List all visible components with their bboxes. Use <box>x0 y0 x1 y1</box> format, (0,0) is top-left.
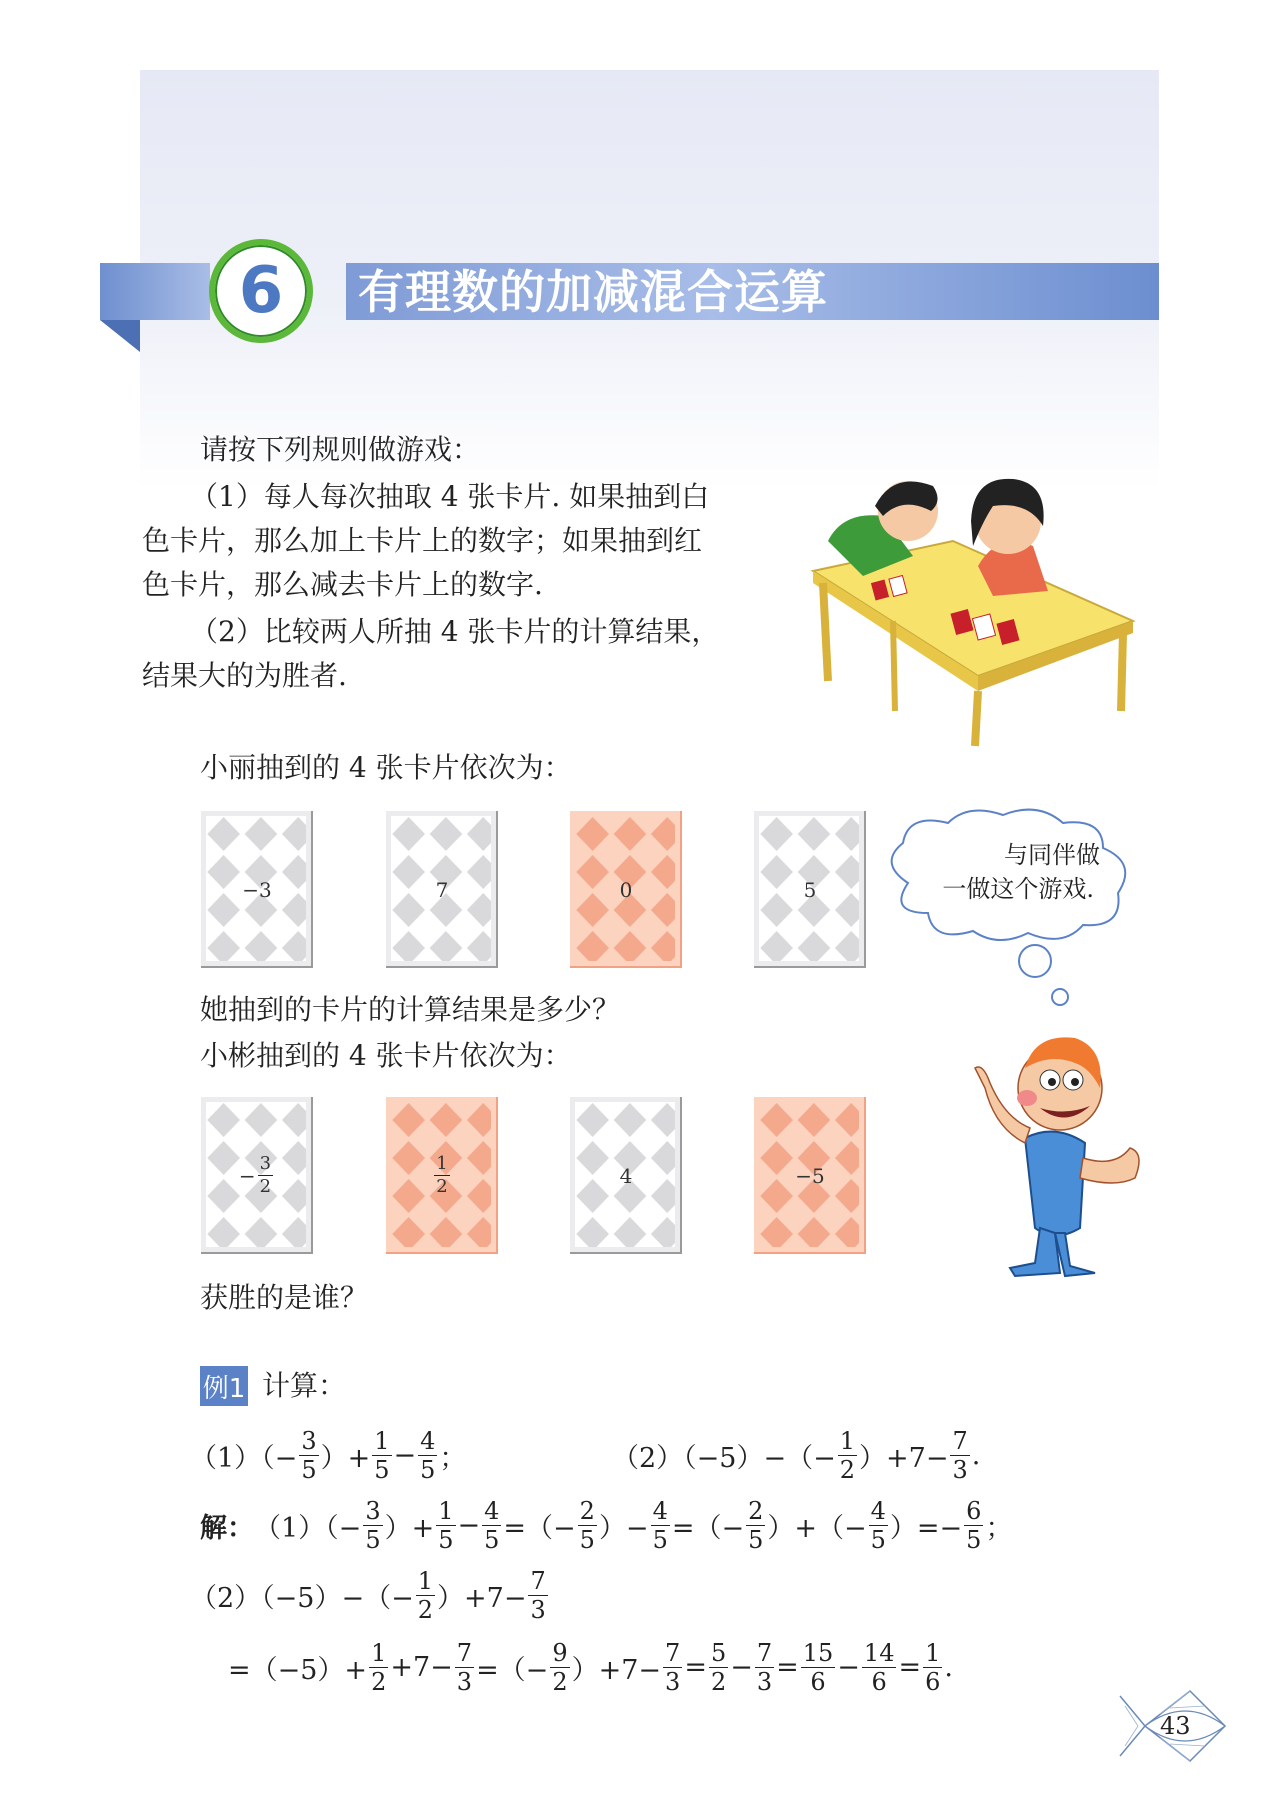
example-prompt: 计算： <box>262 1369 347 1402</box>
numerator: 1 <box>417 1566 434 1595</box>
intro-line-5: （2）比较两人所抽 4 张卡片的计算结果， <box>190 615 720 648</box>
denominator: 2 <box>371 1667 387 1696</box>
fraction <box>418 1426 437 1484</box>
numerator: 7 <box>456 1638 473 1667</box>
fraction <box>964 1496 983 1554</box>
numerator: 1 <box>371 1638 387 1667</box>
thought-cloud <box>878 803 1138 1018</box>
intro-line-6: 结果大的为胜者. <box>142 659 347 692</box>
xiaoli-question: 她抽到的卡片的计算结果是多少？ <box>200 993 621 1026</box>
math-text: − <box>393 1439 417 1471</box>
math-text: （2）（−5）−（− <box>190 1582 414 1614</box>
math-text: ）+（− <box>767 1512 867 1544</box>
math-text: ）+ <box>320 1442 371 1474</box>
cloud-text-line-2: 一做这个游戏. <box>942 875 1094 903</box>
numerator: 7 <box>665 1638 681 1667</box>
denominator: 5 <box>438 1525 454 1554</box>
math-text: ）+7− <box>437 1582 527 1614</box>
math-text: （1）（− <box>190 1442 298 1474</box>
denominator: 2 <box>710 1667 727 1696</box>
numerator: 15 <box>802 1638 834 1667</box>
fraction <box>434 1155 449 1196</box>
fraction <box>578 1496 597 1554</box>
fraction <box>869 1496 888 1554</box>
math-text: ； <box>439 1442 467 1474</box>
card-white <box>570 1097 682 1254</box>
card-white <box>754 811 866 968</box>
math-text: （1）（− <box>254 1512 362 1544</box>
denominator: 2 <box>259 1176 272 1197</box>
numerator: 1 <box>436 1153 448 1174</box>
denominator: 2 <box>417 1595 434 1624</box>
intro-line-4: 色卡片，那么减去卡片上的数字. <box>142 568 543 601</box>
math-text: − <box>457 1509 481 1541</box>
fraction <box>755 1638 774 1696</box>
math-text: = <box>898 1651 922 1683</box>
solution-1 <box>254 1496 1013 1554</box>
fraction <box>363 1496 382 1554</box>
fraction <box>838 1426 857 1484</box>
denominator: 3 <box>456 1667 473 1696</box>
denominator: 5 <box>652 1525 668 1554</box>
denominator: 2 <box>552 1667 568 1696</box>
math-text: （2）（−5）−（− <box>612 1442 836 1474</box>
denominator: 5 <box>365 1525 381 1554</box>
children-at-desk-illustration <box>803 471 1138 751</box>
numerator: 7 <box>530 1566 546 1595</box>
math-text: . <box>971 1439 981 1471</box>
fraction <box>950 1426 969 1484</box>
card-red <box>386 1097 498 1254</box>
math-text: − <box>730 1651 753 1683</box>
math-text: ）=− <box>889 1512 963 1544</box>
math-text: ； <box>985 1512 1013 1544</box>
fraction <box>369 1638 388 1696</box>
fraction <box>746 1496 765 1554</box>
fraction <box>651 1496 670 1554</box>
math-text: =（− <box>671 1512 745 1544</box>
denominator: 3 <box>952 1455 968 1484</box>
card-value: 7 <box>435 877 449 902</box>
xiaobin-cards-label: 小彬抽到的 4 张卡片依次为： <box>200 1039 572 1072</box>
solution-2-line-1 <box>190 1568 550 1622</box>
solution-2-line-2 <box>228 1640 953 1694</box>
card-white <box>201 811 313 968</box>
numerator: 1 <box>925 1638 941 1667</box>
numerator: 7 <box>952 1426 968 1455</box>
denominator: 3 <box>530 1595 546 1624</box>
numerator: 7 <box>756 1638 773 1667</box>
fraction <box>455 1638 474 1696</box>
cloud-text-line-1: 与同伴做 <box>1004 841 1100 869</box>
numerator: 4 <box>420 1426 436 1455</box>
header-band-left <box>100 263 210 320</box>
denominator: 5 <box>301 1455 317 1484</box>
fraction <box>862 1638 897 1696</box>
fraction <box>528 1566 547 1624</box>
fraction <box>923 1638 942 1696</box>
denominator: 5 <box>579 1525 595 1554</box>
header-band-fold <box>100 320 140 352</box>
fraction <box>550 1638 569 1696</box>
intro-line-1: 请按下列规则做游戏： <box>200 433 481 466</box>
denominator: 2 <box>839 1455 856 1484</box>
card-value <box>201 1097 313 1254</box>
math-text: =（−5）+ <box>228 1654 368 1686</box>
card-red <box>570 811 682 968</box>
xiaobin-question: 获胜的是谁？ <box>200 1281 369 1314</box>
numerator: 4 <box>484 1496 500 1525</box>
xiaoli-cards-label: 小丽抽到的 4 张卡片依次为： <box>200 751 572 784</box>
fraction <box>709 1638 728 1696</box>
denominator: 5 <box>374 1455 390 1484</box>
denominator: 6 <box>871 1667 887 1696</box>
numerator: 1 <box>374 1426 390 1455</box>
problem-1 <box>190 1428 466 1482</box>
math-text: =（− <box>476 1654 549 1686</box>
denominator: 5 <box>870 1525 886 1554</box>
numerator: 3 <box>301 1426 317 1455</box>
section-number-badge <box>209 239 313 343</box>
solution-label: 解： <box>200 1512 254 1544</box>
denominator: 6 <box>810 1667 826 1696</box>
fraction <box>436 1496 455 1554</box>
intro-line-3: 色卡片，那么加上卡片上的数字；如果抽到红 <box>142 524 703 557</box>
card-value: 0 <box>619 877 633 902</box>
card-sign: − <box>238 1163 256 1188</box>
numerator: 1 <box>839 1426 856 1455</box>
fraction <box>482 1496 501 1554</box>
card-value: 4 <box>619 1163 633 1188</box>
solution-1-line <box>200 1498 1012 1552</box>
numerator: 4 <box>652 1496 668 1525</box>
math-text: = <box>684 1651 707 1683</box>
fraction <box>299 1426 318 1484</box>
problem-2 <box>612 1428 980 1482</box>
numerator: 5 <box>710 1638 727 1667</box>
numerator: 2 <box>748 1496 764 1525</box>
example-badge: 例1 <box>200 1366 248 1406</box>
numerator: 2 <box>579 1496 595 1525</box>
card-value: −5 <box>795 1163 825 1188</box>
cartoon-character-illustration <box>965 1028 1150 1278</box>
denominator: 3 <box>665 1667 681 1696</box>
card-value: 5 <box>803 877 817 902</box>
denominator: 5 <box>748 1525 764 1554</box>
card-red <box>754 1097 866 1254</box>
numerator: 9 <box>552 1638 568 1667</box>
math-text: ）+ <box>384 1512 435 1544</box>
denominator: 6 <box>925 1667 941 1696</box>
denominator: 5 <box>484 1525 500 1554</box>
card-white <box>386 811 498 968</box>
math-text: − <box>837 1651 860 1683</box>
numerator: 3 <box>365 1496 381 1525</box>
denominator: 3 <box>756 1667 773 1696</box>
numerator: 14 <box>863 1638 895 1667</box>
card-white <box>201 1097 313 1254</box>
page-number: 43 <box>1160 1712 1191 1740</box>
fraction <box>663 1638 682 1696</box>
math-text: +7− <box>390 1651 453 1683</box>
denominator: 5 <box>966 1525 982 1554</box>
fraction <box>372 1426 391 1484</box>
math-text: =（− <box>503 1512 576 1544</box>
math-text: ）− <box>598 1512 649 1544</box>
numerator: 1 <box>438 1496 454 1525</box>
math-text: ）+7− <box>859 1442 949 1474</box>
fraction <box>801 1638 836 1696</box>
math-text: ）+7− <box>571 1654 662 1686</box>
math-text: = <box>776 1651 799 1683</box>
card-value <box>386 1097 498 1254</box>
numerator: 3 <box>259 1153 272 1174</box>
fraction <box>416 1566 435 1624</box>
denominator: 5 <box>420 1455 436 1484</box>
math-text: . <box>944 1651 953 1683</box>
numerator: 4 <box>870 1496 886 1525</box>
section-title: 有理数的加减混合运算 <box>358 265 828 319</box>
numerator: 6 <box>966 1496 982 1525</box>
section-number: 6 <box>238 254 284 328</box>
denominator: 2 <box>436 1176 448 1197</box>
intro-line-2: （1）每人每次抽取 4 张卡片. 如果抽到白 <box>190 480 710 513</box>
fraction <box>258 1155 273 1196</box>
card-value: −3 <box>242 877 272 902</box>
